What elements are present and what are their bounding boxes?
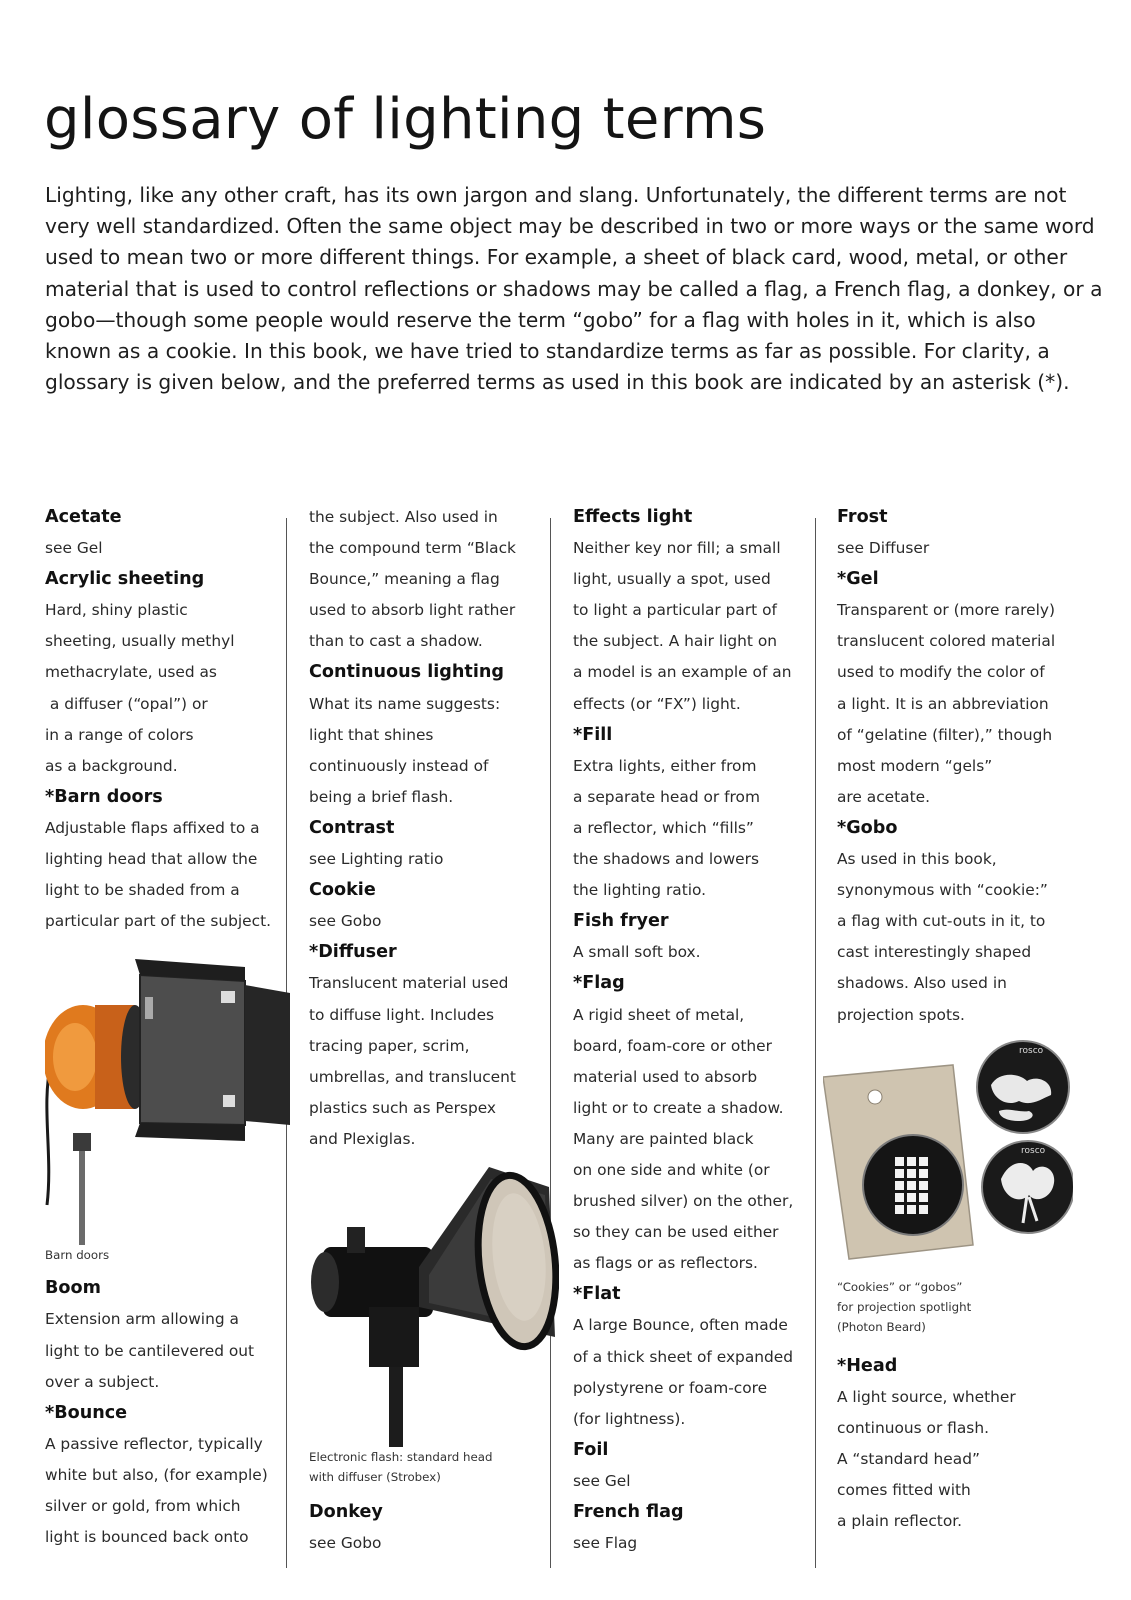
definition-foil: see Gel <box>573 1471 631 1490</box>
definition-line: to diffuse light. Includes <box>309 1005 495 1024</box>
definition-flat <box>573 1310 823 1434</box>
definition-line: A light source, whether <box>837 1387 1016 1406</box>
definition-line: comes fitted with <box>837 1480 971 1499</box>
term-effects-light: Effects light <box>573 507 693 527</box>
term-cookie: Cookie <box>309 880 376 901</box>
image-caption <box>309 1447 559 1487</box>
term-fish-fryer: Fish fryer <box>573 911 669 932</box>
definition-line: polystyrene or foam-core <box>573 1378 768 1397</box>
definition-line: Adjustable flaps affixed to a <box>45 818 260 837</box>
definition-line: particular part of the subject. <box>45 912 271 931</box>
definition-french-flag: see Flag <box>573 1534 638 1553</box>
definition-line: to light a particular part of <box>573 601 777 620</box>
definition-line: of a thick sheet of expanded <box>573 1347 794 1366</box>
definition-line: a reflector, which “fills” <box>573 818 754 837</box>
definition-line: projection spots. <box>837 1005 965 1024</box>
definition-barn-doors <box>45 813 295 937</box>
caption-line: “Cookies” or “gobos” <box>837 1279 963 1294</box>
definition-line: the compound term “Black <box>309 539 516 558</box>
glossary-column-2 <box>309 502 559 1559</box>
definition-line: being a brief flash. <box>309 787 454 806</box>
definition-line: than to cast a shadow. <box>309 632 483 651</box>
definition-line: white but also, (for example) <box>45 1465 268 1484</box>
definition-gobo <box>837 844 1087 1031</box>
term-french-flag: French flag <box>573 1502 684 1522</box>
page-title: glossary of lighting terms <box>44 87 767 152</box>
definition-line: Transparent or (more rarely) <box>837 601 1056 620</box>
definition-acrylic-sheeting <box>45 595 295 782</box>
definition-line: in a range of colors <box>45 725 194 744</box>
definition-line: shadows. Also used in <box>837 974 1007 993</box>
definition-fish-fryer: A small soft box. <box>573 943 701 962</box>
definition-line: used to absorb light rather <box>309 601 516 620</box>
gobo-brand-text: rosco <box>1019 1045 1044 1056</box>
definition-line: (for lightness). <box>573 1409 686 1428</box>
definition-line: of “gelatine (filter),” though <box>837 725 1053 744</box>
definition-line: over a subject. <box>45 1372 160 1391</box>
definition-line: a light. It is an abbreviation <box>837 694 1049 713</box>
definition-line: silver or gold, from which <box>45 1496 241 1515</box>
term-head: *Head <box>837 1355 898 1376</box>
definition-line: What its name suggests: <box>309 694 501 713</box>
definition-bounce-continued <box>309 502 559 657</box>
definition-line: used to modify the color of <box>837 663 1045 682</box>
definition-line: light to be cantilevered out <box>45 1341 255 1360</box>
definition-line: a plain reflector. <box>837 1512 963 1531</box>
term-acetate: Acetate <box>45 507 122 527</box>
definition-line: are acetate. <box>837 787 931 806</box>
term-acrylic-sheeting: Acrylic sheeting <box>45 569 205 590</box>
definition-acetate <box>45 533 295 564</box>
definition-head <box>837 1382 1087 1537</box>
definition-line: a separate head or from <box>573 787 760 806</box>
definition-cookie: see Gobo <box>309 912 382 931</box>
definition-line: plastics such as Perspex <box>309 1098 497 1117</box>
definition-line: as flags or as reflectors. <box>573 1254 758 1273</box>
definition-line: Many are painted black <box>573 1129 754 1148</box>
definition-line: a flag with cut-outs in it, to <box>837 912 1046 931</box>
definition-line: tracing paper, scrim, <box>309 1036 470 1055</box>
definition-line: Extra lights, either from <box>573 756 757 775</box>
definition-boom <box>45 1304 295 1397</box>
definition-effects-light <box>573 533 823 720</box>
definition-fill <box>573 751 823 906</box>
definition-line: umbrellas, and translucent <box>309 1067 516 1086</box>
definition-line: sheeting, usually methyl <box>45 632 235 651</box>
term-fill: *Fill <box>573 724 613 745</box>
definition-line: on one side and white (or <box>573 1160 770 1179</box>
definition-line: light that shines <box>309 725 434 744</box>
definition-line: translucent colored material <box>837 632 1056 651</box>
gobos-photo <box>823 1037 1073 1277</box>
definition-line: the subject. A hair light on <box>573 632 777 651</box>
term-diffuser: *Diffuser <box>309 942 397 963</box>
definition-line: cast interestingly shaped <box>837 943 1032 962</box>
definition-line: Translucent material used <box>309 974 509 993</box>
electronic-flash-photo <box>309 1157 559 1447</box>
definition-line: as a background. <box>45 756 178 775</box>
barn-doors-photo <box>45 945 290 1245</box>
definition-line: light, usually a spot, used <box>573 570 771 589</box>
definition-diffuser <box>309 968 559 1155</box>
definition-line: continuously instead of <box>309 756 489 775</box>
definition-line: light to be shaded from a <box>45 881 240 900</box>
definition-line: light is bounced back onto <box>45 1528 249 1547</box>
definition-line: methacrylate, used as <box>45 663 217 682</box>
definition-line: synonymous with “cookie:” <box>837 881 1048 900</box>
definition-line: and Plexiglas. <box>309 1129 416 1148</box>
definition-line: brushed silver) on the other, <box>573 1192 794 1211</box>
definition-line: so they can be used either <box>573 1223 779 1242</box>
term-boom: Boom <box>45 1278 101 1299</box>
definition-line: continuous or flash. <box>837 1418 989 1437</box>
definition-line: light or to create a shadow. <box>573 1098 784 1117</box>
gobo-brand-text: rosco <box>1021 1145 1046 1156</box>
term-gobo: *Gobo <box>837 817 898 838</box>
glossary-column-3 <box>573 502 823 1559</box>
definition-line: the subject. Also used in <box>309 508 498 526</box>
caption-line: with diffuser (Strobex) <box>309 1469 441 1484</box>
definition-line: most modern “gels” <box>837 756 993 775</box>
definition-bounce <box>45 1429 295 1553</box>
term-contrast: Contrast <box>309 817 395 838</box>
definition-line: A passive reflector, typically <box>45 1434 263 1453</box>
definition-continuous-lighting <box>309 689 559 813</box>
term-gel: *Gel <box>837 569 879 590</box>
definition-line: effects (or “FX”) light. <box>573 694 741 713</box>
definition-line: As used in this book, <box>837 850 997 869</box>
definition-line: lighting head that allow the <box>45 850 258 869</box>
glossary-column-1 <box>45 502 295 1553</box>
definition-line: Bounce,” meaning a flag <box>309 570 500 589</box>
definition-line: A “standard head” <box>837 1449 980 1468</box>
definition-line: A rigid sheet of metal, <box>573 1005 745 1024</box>
term-continuous-lighting: Continuous lighting <box>309 662 504 683</box>
definition-line: the lighting ratio. <box>573 881 707 900</box>
intro-paragraph: Lighting, like any other craft, has its own jargon and slang. Unfortunately, the different terms are not very well standardized. Often the same object may be described in two or more ways or the same word used to mean two or more different things. For example, a sheet of black card, wood, metal, or other material that is used to control reflections or shadows may be called a flag, a French flag, a donkey, or a gobo—though some people would reserve the term “gobo” for a flag with holes in it, which is also known as a cookie. In this book, we have tried to standardize terms as far as possible. For clarity, a glossary is given below, and the preferred terms as used in this book are indicated by an asterisk (*). <box>45 183 1103 395</box>
image-caption: Barn doors <box>45 1248 110 1263</box>
definition-line: the shadows and lowers <box>573 850 759 869</box>
definition-line: material used to absorb <box>573 1067 758 1086</box>
term-flat: *Flat <box>573 1284 621 1305</box>
term-frost: Frost <box>837 507 888 527</box>
term-flag: *Flag <box>573 973 625 994</box>
definition-donkey: see Gobo <box>309 1534 382 1553</box>
definition-line: A large Bounce, often made <box>573 1316 788 1335</box>
term-donkey: Donkey <box>309 1501 383 1522</box>
definition-line: a diffuser (“opal”) or <box>45 694 208 713</box>
term-barn-doors: *Barn doors <box>45 786 163 807</box>
glossary-column-4 <box>837 502 1087 1537</box>
image-caption <box>837 1277 1087 1337</box>
term-bounce: *Bounce <box>45 1402 128 1423</box>
caption-line: for projection spotlight <box>837 1299 972 1314</box>
definition-line: see Gel <box>45 539 103 558</box>
definition-line: a model is an example of an <box>573 663 792 682</box>
definition-line: Extension arm allowing a <box>45 1310 239 1329</box>
definition-line: Hard, shiny plastic <box>45 601 188 620</box>
definition-contrast: see Lighting ratio <box>309 850 444 869</box>
term-foil: Foil <box>573 1439 609 1460</box>
definition-line: Neither key nor fill; a small <box>573 539 781 558</box>
caption-line: Electronic flash: standard head <box>309 1449 493 1464</box>
definition-frost: see Diffuser <box>837 539 930 558</box>
definition-gel <box>837 595 1087 813</box>
definition-flag <box>573 1000 823 1280</box>
definition-line: board, foam-core or other <box>573 1036 772 1055</box>
caption-line: (Photon Beard) <box>837 1319 926 1334</box>
